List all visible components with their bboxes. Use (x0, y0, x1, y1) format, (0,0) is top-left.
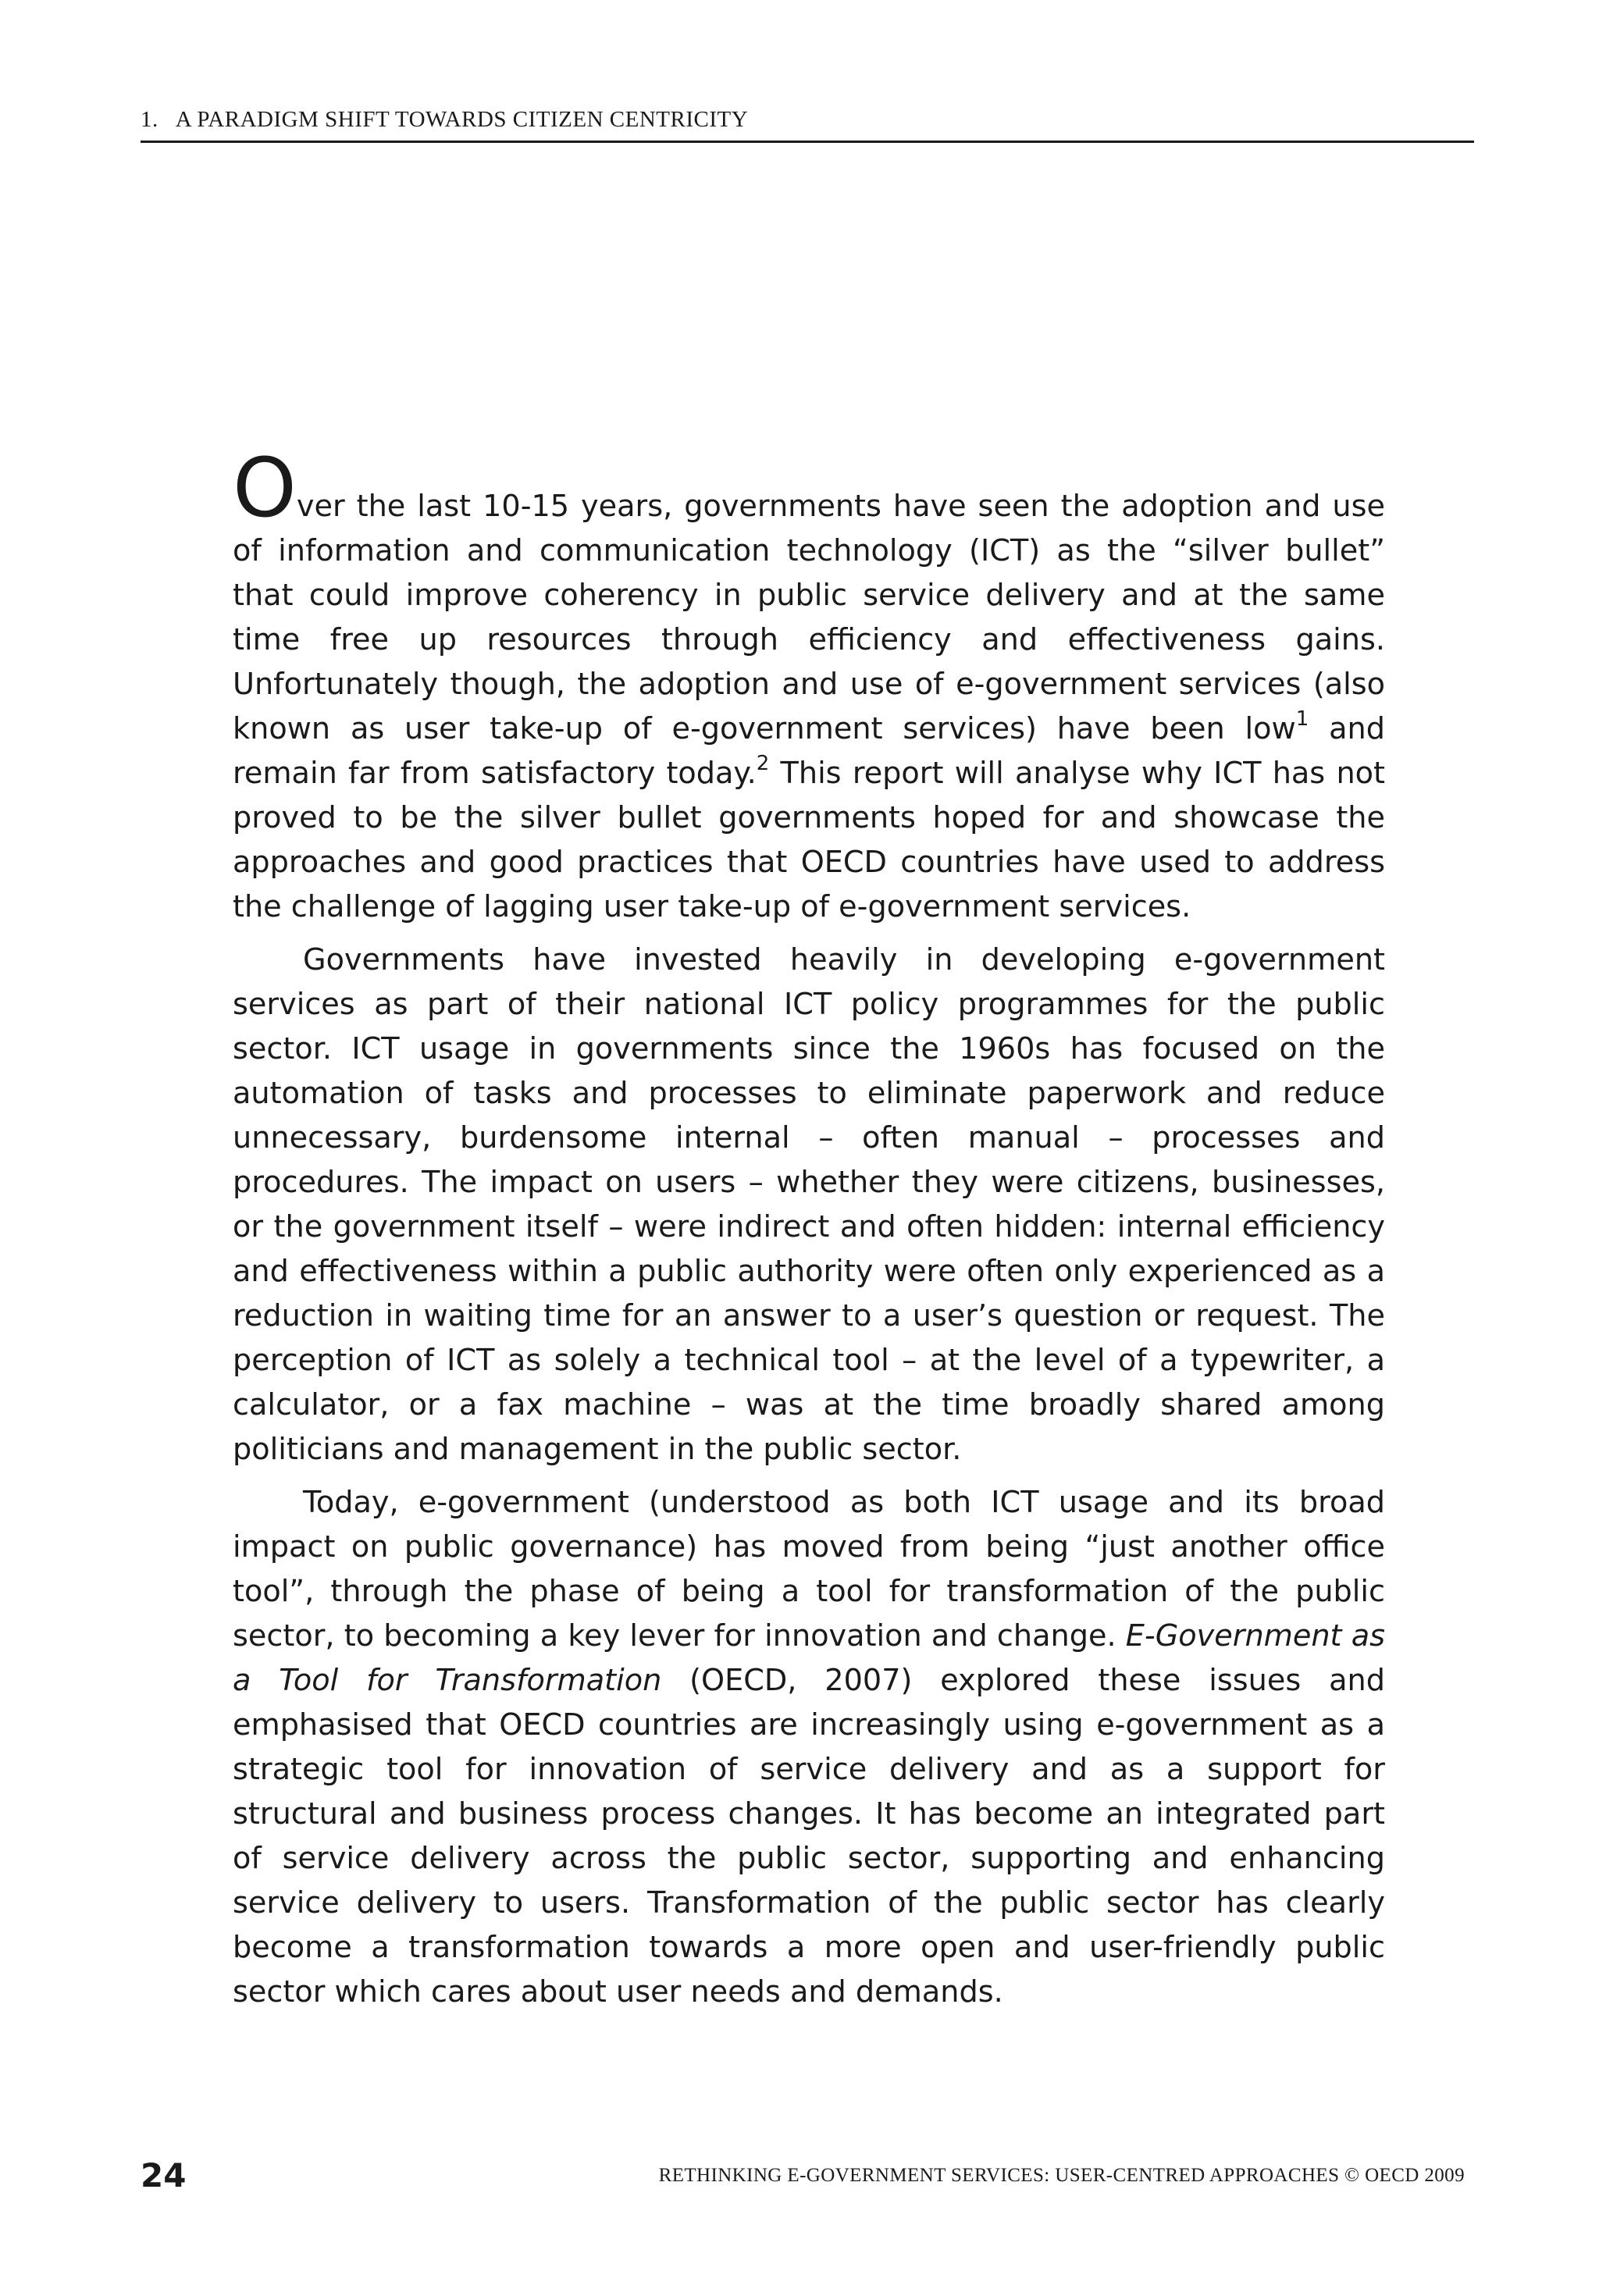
footer-publication-title: RETHINKING E-GOVERNMENT SERVICES: USER-CENTRED APPROACHES © OECD 2009 (658, 2165, 1465, 2186)
paragraph-1-text-a: ver the last 10-15 years, governments have seen the adoption and use of information and communication technology (ICT) as the “silver bullet” that could improve coherency in public service delivery and at the same time free up resources through efficiency and effectiveness gains. Unfortunately though, the adoption and use of e-government services (also known as user take-up of e-government services) have been low (233, 489, 1385, 746)
page-number: 24 (141, 2156, 187, 2195)
paragraph-3-text-b: (OECD, 2007) explored these issues and emphasised that OECD countries are increasingly using e-government as a strategic tool for innovation of service delivery and as a support for structural and business process changes. It has become an integrated part of service delivery across the public sector, supporting and enhancing service delivery to users. Transformation of the public sector has clearly become a transformation towards a more open and user-friendly public sector which cares about user needs and demands. (233, 1664, 1385, 2009)
paragraph-1-text-b: and remain far from satisfactory today. (233, 712, 1385, 791)
paragraph-3-text-a: Today, e-government (understood as both ICT usage and its broad impact on public governance) has moved from being “just another office tool”, through the phase of being a tool for transformation of the public sector, to becoming a key lever for innovation and change. (233, 1486, 1385, 1653)
paragraph-1 (233, 440, 1385, 930)
paragraph-3 (233, 1481, 1385, 2015)
footnote-ref-2: 2 (756, 752, 770, 776)
body-text (233, 440, 1385, 2024)
paragraph-2: Governments have invested heavily in developing e-government services as part of their national ICT policy programmes for the public sector. ICT usage in governments since the 1960s has focused on the automation of tasks and processes to eliminate paperwork and reduce unnecessary, burdensome internal – often manual – processes and procedures. The impact on users – whether they were citizens, businesses, or the government itself – were indirect and often hidden: internal efficiency and effectiveness within a public authority were often only experienced as a reduction in waiting time for an answer to a user’s question or request. The perception of ICT as solely a technical tool – at the level of a typewriter, a calculator, or a fax machine – was at the time broadly shared among politicians and management in the public sector. (233, 943, 1385, 1467)
paragraph-1-text-c: This report will analyse why ICT has not proved to be the silver bullet governments hoped for and showcase the approaches and good practices that OECD countries have used to address the challenge of lagging user take-up of e-government services. (233, 756, 1385, 924)
chapter-title: A PARADIGM SHIFT TOWARDS CITIZEN CENTRICITY (175, 107, 749, 132)
footnote-ref-1: 1 (1295, 707, 1309, 732)
running-header (141, 108, 1474, 143)
chapter-number: 1. (141, 107, 158, 132)
drop-cap: O (233, 440, 297, 536)
publication-title-italic: E-Government as a Tool for Transformation (233, 1619, 1385, 1698)
